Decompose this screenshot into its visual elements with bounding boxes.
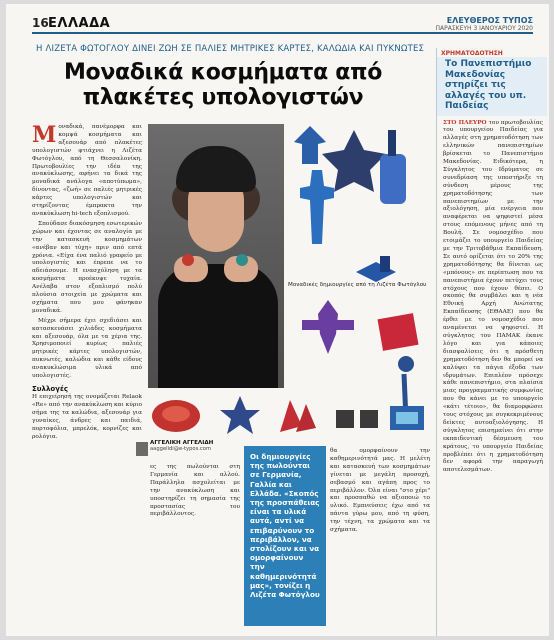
earring	[296, 404, 316, 432]
pull-quote-box: Οι δημιουργίες της πωλούνται σε Γερμανία, Γαλλία και Ελλάδα. «Σκοπός της προσπάθειας είναι τα υλικά αυτά, αντί να επιβαρύνουν το περιβάλλον, να στολίζουν και να ομορφαίνουν την καθημερινότητά μας», τονίζει η Λιζέτα Φωτόγλου	[244, 446, 326, 626]
cufflink	[360, 410, 378, 428]
article-column-1	[32, 124, 142, 441]
jewelry-bottom-row	[150, 392, 434, 438]
newspaper-page	[6, 4, 549, 636]
cross-bar	[302, 320, 354, 330]
page-header	[32, 16, 533, 34]
author-photo	[136, 442, 148, 456]
sidebar-article	[436, 48, 547, 636]
section-subhead: Συλλογές	[32, 385, 68, 393]
portrait-photo	[148, 124, 284, 388]
author-email: aaggelidi@e-typos.com	[150, 446, 212, 452]
paragraph: ες της πωλούνται στη Γερμανία και αλλού. Παράλληλα ασχολείται με την ανακύκλωση και υποστηρίζει τη σημασία της προστασίας του περιβάλλοντος.	[150, 464, 240, 518]
paragraph: Η επιχείρησή της ονομάζεται Relaok «Re» από την ανακύκλωση και κύριο σήμα της τα καλώδια, αξεσουάρ για γυναίκες, άνδρες και παιδιά, πορτοφόλια, μπρελόκ, κορνίζες και ρολόγια.	[32, 394, 142, 440]
bow-tie-knot	[380, 256, 390, 272]
sidebar-text: του πρωτοβουλίας του υπουργείου Παιδείας για αλλαγές στη χρηματοδότηση των ελληνικών πανεπιστημίων βρίσκεται το Πανεπιστήμιο Μακεδονίας. Ειδικότερα, η Σύγκλητος του Ιδρύματος σε συνεδρίαση της υποστήριξε τη σύνδεση μέρους της χρηματοδότησης των πανεπιστημίων με την αξιολόγηση, μία ενέργεια που αναφέρεται να ψηφιστεί μέσα στους επόμενους μήνες από τη Βουλή. Σε νομοσχέδιο που ετοιμάζει το υπουργείο Παιδείας με την Τριτοβάθμια Εκπαίδευση. Σε αυτό ορίζεται ότι το 20% της χρηματοδότησης θα δίνεται ως «μπόνους» σε περίπτωση που τα πανεπιστήμια έχουν πετύχει τους στόχους που έχουν θέσει. Ο σκοπός θα συμβάλει και η νέα Εθνική Αρχή Ανώτατης Εκπαίδευσης (ΕΘΑΑΕ) που θα έρθει με το νομοσχέδιο που αναμένεται να ψηφιστεί. Η σύγκλητος του ΠΑΜΑΚ έκανε λόγο και για κάποιες διασφαλίσεις ότι η πρόσθετη χρηματοδότηση δεν θα μπορεί να καλύψει τα πάγια έξοδα των ιδρυμάτων. Επιπλέον πρόσεχε κάθε πανεπιστήμιο, στα πλαίσια μιας προγραμματικής συμφωνίας που θα κάνει με το υπουργείο «κάτι τέτοιο», θα διαμορφώσει τους στόχους με συγκεκριμένους δείκτες αυτοαξιολόγησης. Η σύγκλητος επισημαίνει ότι στην εκπαιδευτική δέσμευση του κράτους, το υπουργείο Παιδείας προβλέπει ότι η χρηματοδότηση δεν αφορά την παραγωγή αποτελεσμάτων.	[443, 119, 544, 474]
section-title: ΕΛΛΑΔΑ	[48, 16, 111, 31]
star-brooch	[220, 396, 260, 434]
paragraph: οναδικά, πανέμορφα και κομψά κοσμήματα και αξεσουάρ από πλακέτες υπολογιστών φτιάχνει η Λιζέτα Φωτόγλου, από τη Θεσσαλονίκη. Πρωτοβουλίες την ιδέα της ανακύκλωσης, αφήνει τα δικά της μοναδικά ανάλογα «αποτύπωμα», δίνοντας, «ζωή» σε παλιές μητρικές κάρτες υπολογιστών και στηρίζοντας έμπρακτα την ανακύκλωση hi-tech εξοπλισμού.	[32, 124, 142, 217]
issue-date: ΠΑΡΑΣΚΕΥΗ 3 ΙΑΝΟΥΑΡΙΟΥ 2020	[435, 25, 533, 32]
paragraph: θα ομορφαίνουν την καθημερινότητά μας. Η μελέτη και κατασκευή των κοσμημάτων γίνεται με μεγάλη προσοχή, σεβασμό και αγάπη προς το περιβάλλον. Όλα είναι "στο χέρι" και προσπαθώ να αξιοποιώ το υλικό. Εμπνεύσεις έχω από τα πάντα γύρω μου, από τη φύση, την τέχνη, τα χρώματα και τα σχήματα.	[330, 448, 430, 534]
article-kicker: Η ΛΙΖΕΤΑ ΦΩΤΟΓΛΟΥ ΔΙΝΕΙ ΖΩΗ ΣΕ ΠΑΛΙΕΣ ΜΗΤΡΙΚΕΣ ΚΑΡΤΕΣ, ΚΑΛΩΔΙΑ ΚΑΙ ΠΥΚΝΩΤΕΣ	[36, 44, 425, 54]
page-number: 16	[32, 16, 49, 30]
sidebar-label: ΧΡΗΜΑΤΟΔΟΤΗΣΗ	[441, 50, 503, 57]
sidebar-body	[437, 116, 547, 476]
article-headline: Μοναδικά κοσμήματα από πλακέτες υπολογιστών	[63, 60, 383, 110]
sidebar-lead: ΣΤΟ ΠΛΕΥΡΟ	[443, 119, 487, 126]
paragraph: Σπούδασε διακόσμηση εσωτερικών χώρων και έχοντας σε αναλογία με την κατασκευή κοσμημάτων «ανέβαν και τύχη» πριν από επτά χρόνια. «Είχα ένα παλιό γραφείο με υπολογιστές και έπρεπε να το αδειάσουμε. Η ενασχόληση με τα κοσμήματα προέκυψε τυχαία. Ανέλαβα στον εξοπλισμό πολύ πλούσια στοιχεία με χρώματα και σχήματα που μου φάνηκαν μοναδικά.	[32, 220, 142, 314]
guitar-pendant	[380, 154, 406, 204]
cufflink	[336, 410, 354, 428]
sidebar-title: Το Πανεπιστήμιο Μακεδονίας στηρίζει τις αλλαγές του υπ. Παιδείας	[437, 57, 547, 116]
author-byline	[150, 440, 250, 462]
article-column-2	[150, 464, 240, 519]
jewelry-caption: Μοναδικές δημιουργίες από τη Λιζέτα Φωτόγλου	[288, 282, 427, 288]
round-pendant	[398, 356, 414, 372]
jewelry-photo-collage	[288, 124, 433, 436]
box-pendant	[377, 313, 418, 351]
article-column-3	[330, 448, 430, 535]
guitar-neck	[388, 130, 396, 156]
newspaper-name: ΕΛΕΥΘΕΡΟΣ ΤΥΠΟΣ	[446, 16, 533, 25]
author-name: ΑΓΓΕΛΙΚΗ ΑΓΓΕΛΙΔΗ	[150, 440, 214, 446]
paragraph: Μέχρι σήμερα έχει σχεδιάσει και κατασκευάσει χιλιάδες κοσμήματα και αξεσουάρ, όλα με τα χέρια της. Χρησιμοποιεί κυρίως παλιές μητρικές κάρτες υπολογιστών, πυκνωτές, καλώδια και κάθε είδους ανακυκλώσιμα υλικά από υπολογιστές.	[32, 317, 142, 380]
drop-cap: Μ	[32, 122, 57, 148]
